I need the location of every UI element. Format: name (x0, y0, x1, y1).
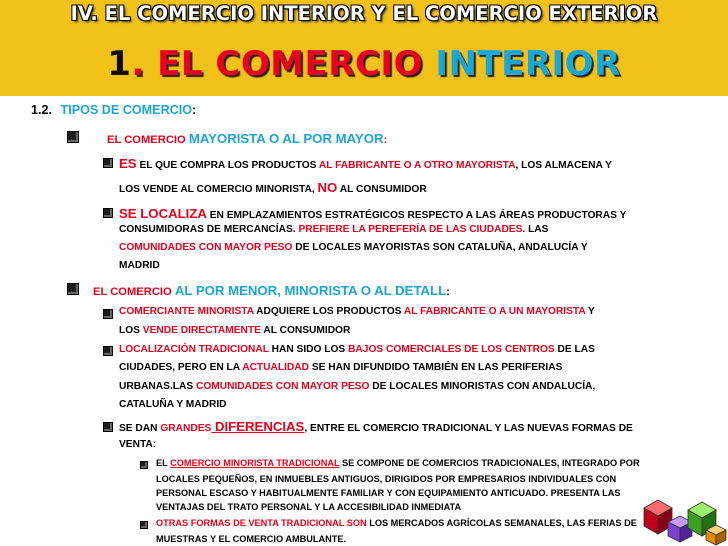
text: VENTA: (119, 439, 157, 450)
text: MADRID (119, 260, 160, 271)
text: DE LOCALES MAYORISTAS SON CATALUÑA, ANDALUCÍA Y (295, 242, 588, 253)
text-red: PREFIERE LA PEREFERÍA DE LAS CIUDADES (298, 224, 523, 235)
page-title: IV. EL COMERCIO INTERIOR Y EL COMERCIO EXTERIOR (70, 2, 658, 25)
text-red: OTRAS FORMAS DE VENTA TRADICIONAL SON (156, 518, 367, 528)
minorista-title (93, 284, 450, 298)
text-blue: MAYORISTA O AL POR MAYOR (188, 131, 384, 146)
text: LOCALES PEQUEÑOS, EN INMUEBLES ANTIGUOS, DIRIGIDOS POR EMPRESARIOS INDIVIDUALES CON (156, 474, 617, 484)
minorista-line-3 (119, 345, 595, 355)
text-red: COMUNIDADES CON MAYOR PESO (196, 381, 370, 392)
bullet-square-icon (103, 158, 113, 168)
bullet-square-icon (140, 521, 148, 529)
text: MUESTRAS Y EL COMERCIO AMBULANTE. (156, 534, 347, 544)
heading-number: 1.2. (31, 103, 53, 117)
text-red-underlined: COMERCIO MINORISTA TRADICIONAL (170, 458, 340, 468)
minorista-line-1 (119, 307, 595, 317)
text: DE LOCALES MINORISTAS CON ANDALUCÍA, (372, 381, 596, 392)
section-title (0, 44, 728, 84)
bullet-square-icon (140, 461, 148, 469)
text-red: COMERCIANTE MINORISTA (119, 306, 254, 317)
text-red: BAJOS COMERCIALES DE LOS CENTROS (348, 344, 555, 355)
minorista-line-4 (119, 363, 562, 373)
bullet-square-icon (67, 131, 79, 143)
mayorista-title (107, 132, 387, 146)
text-red: LOCALIZACIÓN TRADICIONAL (119, 344, 269, 355)
minorista-line-5 (119, 382, 595, 392)
mayorista-line-6 (119, 261, 160, 271)
text: EL QUE COMPRA LOS PRODUCTOS (139, 160, 317, 171)
text: . LAS (522, 224, 549, 235)
text: : (446, 286, 450, 298)
text-red: VENDE DIRECTAMENTE (142, 325, 261, 336)
title-banner (0, 0, 728, 96)
text-red: NO (317, 180, 338, 195)
minorista-line-8 (119, 440, 156, 450)
minorista-line-13 (156, 519, 637, 528)
text-red: ACTUALIDAD (242, 362, 309, 373)
text-red: AL FABRICANTE O A UN MAYORISTA (403, 306, 586, 317)
text: CIUDADES, PERO EN LA (119, 362, 240, 373)
text: SE COMPONE DE COMERCIOS TRADICIONALES, INTEGRADO POR (341, 458, 640, 468)
text: , LOS ALMACENA Y (515, 160, 612, 171)
text: LOS VENDE AL COMERCIO MINORISTA, (119, 184, 315, 195)
text: ADQUIERE LOS PRODUCTOS (256, 306, 402, 317)
text: Y (588, 306, 595, 317)
bullet-square-icon (103, 422, 113, 432)
minorista-line-2 (119, 326, 350, 336)
heading-colon: : (192, 103, 197, 117)
minorista-line-10 (156, 475, 616, 484)
text: LOS (119, 325, 140, 336)
text: EN EMPLAZAMIENTOS ESTRATÉGICOS RESPECTO A LAS ÁREAS PRODUCTORAS Y (209, 210, 627, 221)
section-word-1: EL COMERCIO (157, 44, 423, 84)
text-red: ES (119, 156, 137, 171)
text-red: EL COMERCIO (93, 286, 172, 298)
text: CONSUMIDORAS DE MERCANCÍAS. (119, 224, 296, 235)
text: DE LAS (557, 344, 595, 355)
text: VENTAJAS DEL TRATO PERSONAL Y LA ACCESIBILIDAD INMEDIATA (156, 502, 462, 512)
text: AL CONSUMIDOR (263, 325, 351, 336)
text-red: : (383, 134, 388, 146)
minorista-line-7 (119, 420, 633, 434)
decorative-cubes-icon (640, 496, 728, 546)
mayorista-line-2 (119, 181, 427, 195)
text-red: SE LOCALIZA (119, 206, 207, 221)
text-red: AL FABRICANTE O A OTRO MAYORISTA (318, 160, 516, 171)
minorista-line-11 (156, 489, 621, 498)
text: , ENTRE EL COMERCIO TRADICIONAL Y LAS NUEVAS FORMAS DE (304, 423, 633, 434)
text: AL CONSUMIDOR (339, 184, 427, 195)
text: HAN SIDO LOS (271, 344, 346, 355)
bullet-square-icon (67, 283, 79, 295)
minorista-line-12 (156, 503, 461, 512)
minorista-line-6 (119, 400, 227, 410)
mayorista-line-5 (119, 243, 588, 253)
minorista-line-9 (156, 459, 640, 468)
text-red: COMUNIDADES CON MAYOR PESO (119, 242, 293, 253)
text-red: EL COMERCIO (107, 134, 186, 146)
heading-label: TIPOS DE COMERCIO (60, 103, 193, 117)
bullet-square-icon (103, 346, 113, 356)
text: PERSONAL ESCASO Y HABITUALMENTE FAMILIAR Y CON EQUIPAMIENTO ANTICUADO. PRESENTA LAS (156, 488, 621, 498)
text-red: GRANDES (160, 423, 212, 434)
text: EL (156, 458, 168, 468)
text: URBANAS.LAS (119, 381, 194, 392)
heading-tipos (31, 104, 196, 117)
text: SE HAN DIFUNDIDO TAMBIÉN EN LAS PERIFERIAS (311, 362, 563, 373)
text: CATALUÑA Y MADRID (119, 399, 227, 410)
bullet-square-icon (103, 208, 113, 218)
section-number: 1 (107, 44, 132, 84)
mayorista-line-1 (119, 157, 612, 171)
text: LOS MERCADOS AGRÍCOLAS SEMANALES, LAS FERIAS DE (369, 518, 637, 528)
section-word-2: INTERIOR (435, 44, 621, 84)
bullet-square-icon (103, 309, 113, 319)
text: SE DAN (119, 423, 158, 434)
minorista-line-14 (156, 535, 346, 544)
text-blue: AL POR MENOR, MINORISTA O AL DETALL (174, 283, 447, 298)
section-dot: . (131, 44, 145, 84)
mayorista-line-4 (119, 225, 548, 235)
mayorista-line-3 (119, 207, 626, 221)
text-red-underlined: DIFERENCIAS (211, 419, 305, 434)
